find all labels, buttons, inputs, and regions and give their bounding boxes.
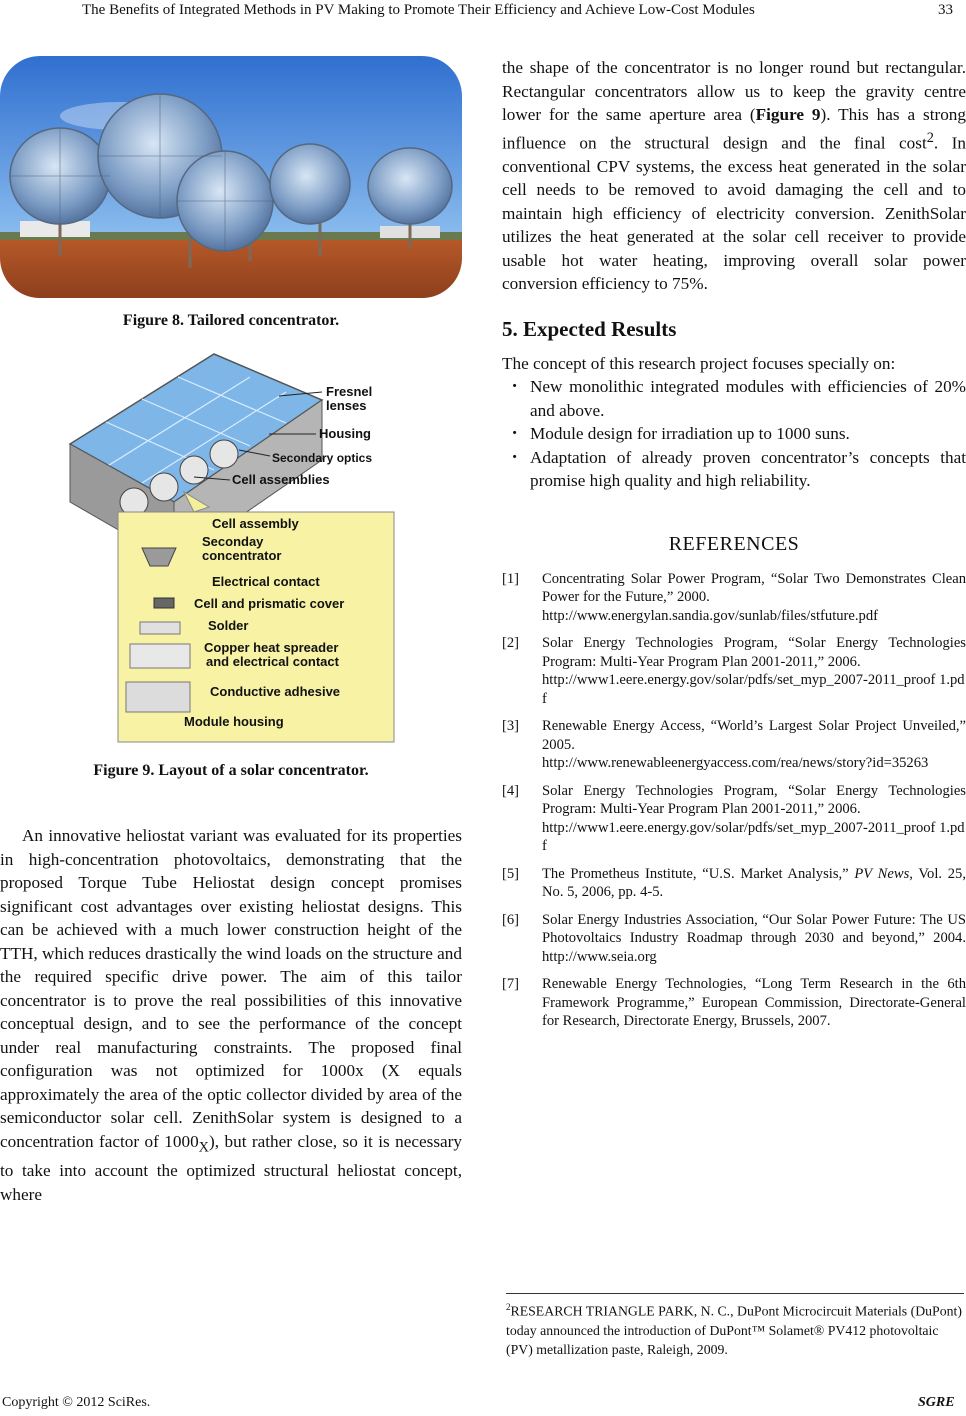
- module-housing-label: Module housing: [184, 714, 284, 729]
- footnote-number: 2: [506, 1302, 511, 1312]
- figure-8-photo: [0, 56, 462, 298]
- reference-url: http://www.renewableenergyaccess.com/rea/news/story?id=35263: [542, 755, 929, 772]
- footnote: [506, 1298, 964, 1359]
- left-paragraph-part1: An innovative heliostat variant was evaluated for its properties in high-concentration photovoltaics, demonstrating that the proposed Torque Tube Heliostat design concept promises significant cost advantages over existing heliostat designs. This can be achieved with a much lower construction height of the TTH, which reduces drastically the wind loads on the structure and the required specific drive power. The aim of this tailor concentrator is to prove the real possibilities of this innovative conceptual design, and to see the performance of the concept under real manufacturing constraints. The proposed final configuration was not optimized for 1000x (X equals approximately the area of the optic collector divided by area of the semiconductor solar cell. ZenithSolar system is designed to a concentration factor of 1000: [0, 826, 462, 1151]
- figure-9-reference: Figure 9: [755, 105, 821, 124]
- bullet-glyph: ・: [506, 377, 524, 397]
- footnote-mark: 2: [926, 129, 934, 146]
- page-number: 33: [938, 2, 953, 18]
- figure-8-caption: Figure 8. Tailored concentrator.: [122, 312, 340, 329]
- electrical-contact-label: Electrical contact: [212, 574, 320, 589]
- reference-item: [502, 865, 966, 902]
- reference-item: [502, 717, 966, 773]
- reference-text: Solar Energy Technologies Program, “Solar Energy Technologies Program: Multi-Year Program Plan 2001-2011,” 2006.: [542, 635, 966, 670]
- section-5-intro: The concept of this research project focuses specially on:: [502, 353, 896, 373]
- copyright-notice: Copyright © 2012 SciRes.: [2, 1395, 151, 1410]
- running-head: [0, 2, 966, 22]
- reference-number: [3]: [502, 718, 520, 735]
- reference-text: Renewable Energy Technologies, “Long Term Research in the 6th Framework Programme,” European Commission, Directorate-General for Research, Directorate Energy, Brussels, 2007.: [542, 976, 966, 1030]
- reference-number: [2]: [502, 635, 520, 652]
- secondary-concentrator-label: Seconday: [202, 534, 264, 549]
- solder-label: Solder: [208, 618, 249, 633]
- left-paragraph-subscript: X: [198, 1138, 210, 1155]
- reference-item: [502, 570, 966, 626]
- expected-results-list: [502, 375, 966, 493]
- bullet-text: Adaptation of already proven concentrator’s concepts that promise high quality and high reliability.: [530, 447, 966, 491]
- cell-assembly-title: Cell assembly: [212, 516, 299, 531]
- references-heading: REFERENCES: [668, 532, 800, 555]
- fresnel-lenses-label-2: lenses: [326, 398, 367, 413]
- reference-item: [502, 975, 966, 1031]
- reference-item: [502, 782, 966, 856]
- footnote-divider: [506, 1293, 964, 1294]
- bullet-glyph: ・: [506, 447, 524, 467]
- reference-journal-title: PV News: [854, 865, 910, 882]
- list-item: [502, 375, 966, 422]
- reference-text: Solar Energy Industries Association, “Our Solar Power Future: The US Photovoltaics Industry Roadmap through 2030 and beyond,” 2004. http://www.seia.org: [542, 911, 966, 965]
- reference-url: http://www.energylan.sandia.gov/sunlab/files/stfuture.pdf: [542, 607, 878, 624]
- bullet-glyph: ・: [506, 424, 524, 444]
- bullet-text: New monolithic integrated modules with efficiencies of 20% and above.: [530, 377, 966, 420]
- right-column: [502, 56, 966, 1040]
- secondary-optics-label: Secondary optics: [272, 451, 373, 465]
- list-item: [502, 422, 966, 446]
- reference-text: Renewable Energy Access, “World’s Largest Solar Project Unveiled,” 2005.: [542, 718, 966, 753]
- right-paragraph-c: . In conventional CPV systems, the excess heat generated in the solar cell needs to be removed to avoid damaging the cell and to maintain high efficiency of electricity conversion. ZenithSolar utilizes the heat generated at the solar cell receiver to provide usable hot water heating, improving overall solar power conversion efficiency to 75%.: [502, 133, 966, 294]
- reference-number: [5]: [502, 865, 520, 882]
- reference-text: The Prometheus Institute, “U.S. Market Analysis,”: [542, 865, 855, 882]
- right-paragraph-a: the shape of the concentrator is no longer round but rectangular. Rectangular concentrators allow us to keep the gravity centre lower for the same aperture area (: [502, 58, 966, 124]
- reference-number: [4]: [502, 782, 520, 799]
- reference-item: [502, 634, 966, 708]
- reference-number: [1]: [502, 570, 520, 587]
- section-5-heading: 5. Expected Results: [502, 316, 677, 341]
- reference-text: Solar Energy Technologies Program, “Solar Energy Technologies Program: Multi-Year Program Plan 2001-2011,” 2006.: [542, 782, 966, 818]
- right-body-paragraph: [502, 56, 966, 296]
- copper-spreader-label-2: and electrical contact: [206, 654, 339, 669]
- secondary-concentrator-label-2: concentrator: [202, 548, 282, 563]
- housing-label: Housing: [319, 426, 371, 441]
- left-paragraph-part2: ), but rather close, so it is necessary to take into account the optimized structural heliostat concept, where: [0, 1131, 462, 1204]
- reference-url: http://www1.eere.energy.gov/solar/pdfs/set_myp_2007-2011_proof 1.pdf: [542, 672, 965, 707]
- list-item: [502, 446, 966, 493]
- cell-cover-label: Cell and prismatic cover: [194, 596, 345, 611]
- figure-9-caption: Figure 9. Layout of a solar concentrator.: [93, 762, 369, 779]
- journal-abbreviation: SGRE: [918, 1395, 955, 1410]
- right-paragraph-b: ). This has a strong influence on the structural design and the final cost: [502, 105, 966, 153]
- running-head-title: The Benefits of Integrated Methods in PV Making to Promote Their Efficiency and Achieve Low-Cost Modules: [82, 2, 755, 18]
- footnote-text: RESEARCH TRIANGLE PARK, N. C., DuPont Microcircuit Materials (DuPont) today announced the introduction of DuPont™ Solamet® PV412 photovoltaic (PV) metallization paste, Raleigh, 2009.: [506, 1303, 962, 1357]
- reference-item: [502, 911, 966, 967]
- reference-number: [6]: [502, 911, 520, 928]
- conductive-adhesive-label: Conductive adhesive: [210, 684, 341, 699]
- left-body-paragraph: [0, 824, 462, 1206]
- cell-assemblies-label: Cell assemblies: [232, 472, 330, 487]
- fresnel-lenses-label: Fresnel: [326, 384, 373, 399]
- reference-list: [502, 570, 966, 1031]
- reference-number: [7]: [502, 976, 520, 993]
- reference-text: Concentrating Solar Power Program, “Solar Two Demonstrates Clean Power for the Future,” 2000.: [542, 570, 966, 606]
- reference-url: http://www1.eere.energy.gov/solar/pdfs/set_myp_2007-2011_proof 1.pdf: [542, 819, 965, 855]
- reference-text-tail: , Vol. 25, No. 5, 2006, pp. 4-5.: [542, 865, 966, 901]
- copper-spreader-label: Copper heat spreader: [204, 640, 339, 655]
- bullet-text: Module design for irradiation up to 1000 suns.: [530, 424, 850, 444]
- figure-9-diagram: [64, 352, 398, 746]
